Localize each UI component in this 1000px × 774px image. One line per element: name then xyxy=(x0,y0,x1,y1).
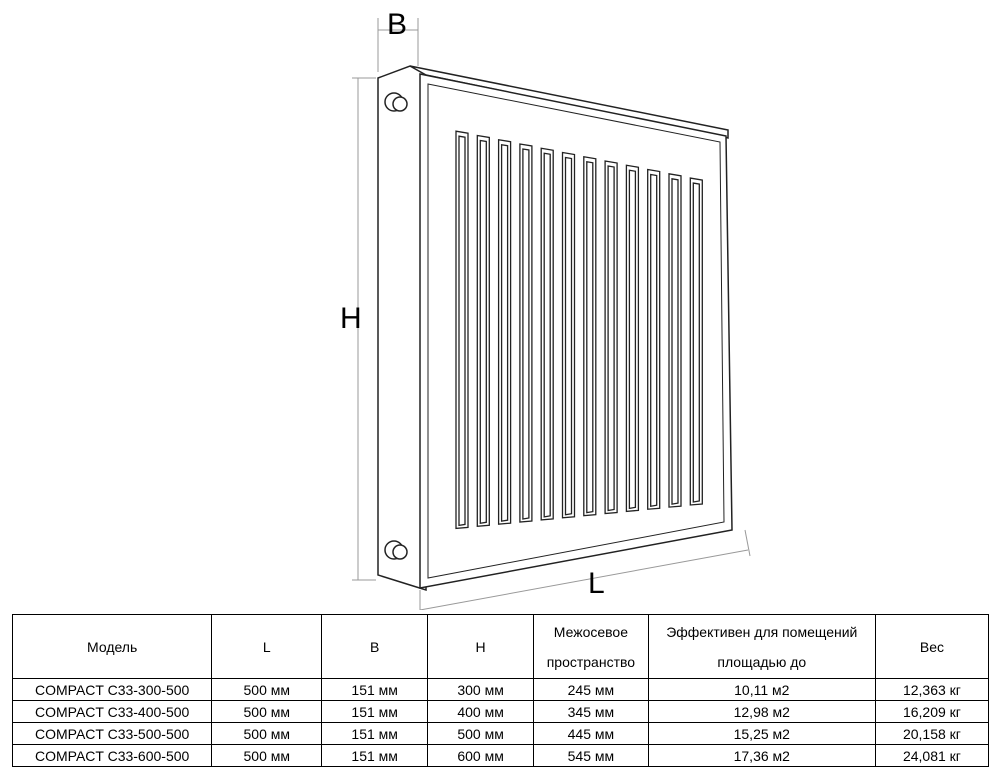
table-cell: 15,25 м2 xyxy=(648,723,875,745)
table-cell: 345 мм xyxy=(534,701,649,723)
dimension-h-label: H xyxy=(340,302,362,335)
table-cell: 500 мм xyxy=(212,745,322,767)
dimension-l-label: L xyxy=(588,567,605,600)
column-header: H xyxy=(428,615,534,679)
table-cell: 17,36 м2 xyxy=(648,745,875,767)
table-cell: 20,158 кг xyxy=(875,723,988,745)
table-cell: 12,363 кг xyxy=(875,679,988,701)
table-cell: 500 мм xyxy=(428,723,534,745)
table-cell: 500 мм xyxy=(212,723,322,745)
table-cell: COMPACT C33-500-500 xyxy=(13,723,212,745)
column-header: Модель xyxy=(13,615,212,679)
table-cell: 300 мм xyxy=(428,679,534,701)
table-cell: 500 мм xyxy=(212,679,322,701)
table-cell: 16,209 кг xyxy=(875,701,988,723)
table-cell: 24,081 кг xyxy=(875,745,988,767)
column-header: L xyxy=(212,615,322,679)
column-header: Эффективен для помещений площадью до xyxy=(648,615,875,679)
table-cell: 400 мм xyxy=(428,701,534,723)
table-cell: COMPACT C33-300-500 xyxy=(13,679,212,701)
table-header-row xyxy=(13,615,989,679)
table-cell: 545 мм xyxy=(534,745,649,767)
column-header: Межосевое пространство xyxy=(534,615,649,679)
table-cell: 500 мм xyxy=(212,701,322,723)
specs-table xyxy=(12,614,989,767)
table-cell: 600 мм xyxy=(428,745,534,767)
table-cell: COMPACT C33-400-500 xyxy=(13,701,212,723)
table-cell: 151 мм xyxy=(322,723,428,745)
table-cell: 151 мм xyxy=(322,679,428,701)
table-row xyxy=(13,701,989,723)
table-cell: 151 мм xyxy=(322,701,428,723)
dimension-b-label: B xyxy=(387,8,408,41)
table-row xyxy=(13,679,989,701)
radiator-body xyxy=(378,66,732,590)
table-cell: 10,11 м2 xyxy=(648,679,875,701)
column-header: B xyxy=(322,615,428,679)
table-cell: 245 мм xyxy=(534,679,649,701)
table-row xyxy=(13,723,989,745)
table-row xyxy=(13,745,989,767)
column-header: Вес xyxy=(875,615,988,679)
table-cell: 12,98 м2 xyxy=(648,701,875,723)
table-cell: 151 мм xyxy=(322,745,428,767)
table-cell: 445 мм xyxy=(534,723,649,745)
table-cell: COMPACT C33-600-500 xyxy=(13,745,212,767)
